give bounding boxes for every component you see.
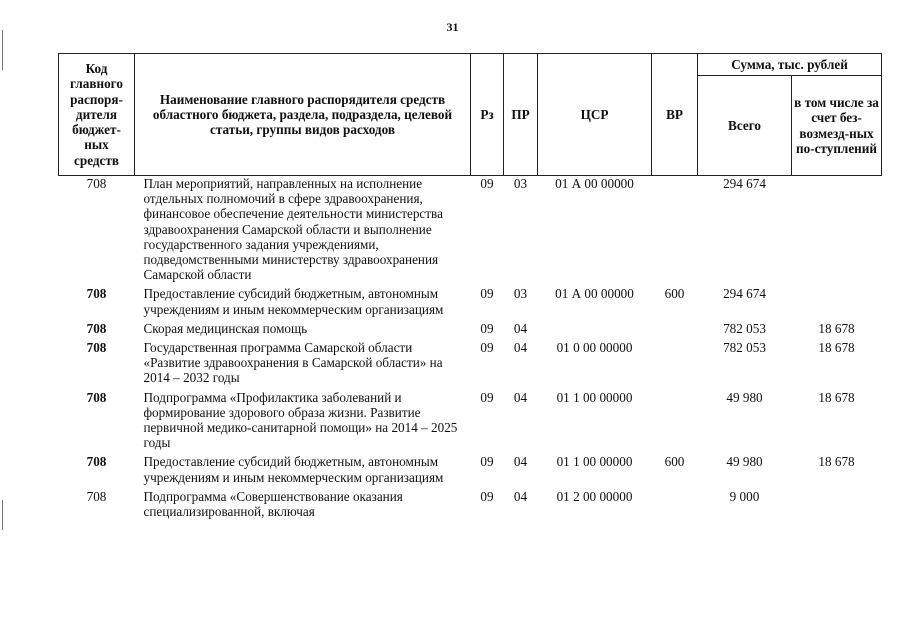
header-total: Всего	[698, 76, 792, 176]
header-incl: в том числе за счет без-возмезд-ных по-ступлений	[792, 76, 882, 176]
table-row	[59, 454, 882, 488]
cell-pr: 03	[513, 176, 528, 191]
cell-rz: 09	[480, 340, 494, 356]
cell-pr: 03	[513, 286, 528, 302]
cell-code: 708	[86, 454, 107, 470]
cell-total: 9 000	[729, 488, 760, 504]
header-code: Код главного распоря-дителя бюджет-ных средств	[59, 54, 135, 176]
scan-edge-mark	[2, 30, 3, 70]
table-row	[59, 340, 882, 390]
cell-name: Предоставление субсидий бюджетным, автономным учреждениям и иным некоммерческим организациям	[143, 286, 444, 317]
cell-code: 708	[86, 176, 107, 191]
cell-incl: 18 678	[818, 389, 855, 405]
cell-code: 708	[86, 340, 107, 356]
page-number: 31	[446, 20, 459, 34]
cell-incl	[792, 286, 882, 320]
cell-name: План мероприятий, направленных на исполнение отдельных полномочий в сфере здравоохранения, финансовое обеспечение деятельности министерства здравоохранения Самарской области и выполнение государственного задания учреждениями, подведомственными министерству здравоохранения Самарской области	[143, 176, 443, 283]
cell-pr: 04	[513, 320, 528, 336]
header-pr: ПР	[504, 54, 538, 176]
scan-edge-mark	[2, 500, 3, 530]
cell-total: 782 053	[723, 340, 766, 356]
cell-incl	[792, 489, 882, 523]
cell-incl: 18 678	[818, 320, 855, 336]
cell-vr	[652, 340, 698, 390]
cell-incl	[792, 176, 882, 287]
header-sum: Сумма, тыс. рублей	[698, 54, 882, 76]
cell-rz: 09	[480, 320, 494, 336]
cell-rz: 09	[480, 454, 494, 470]
cell-vr	[652, 176, 698, 287]
cell-csr: 01 А 00 00000	[555, 286, 634, 302]
cell-name: Государственная программа Самарской области «Развитие здравоохранения в Самарской области» на 2014 – 2032 годы	[143, 340, 443, 386]
cell-pr: 04	[513, 488, 528, 504]
cell-csr: 01 0 00 00000	[556, 340, 633, 356]
cell-vr: 600	[664, 454, 685, 470]
cell-total: 49 980	[726, 454, 763, 470]
cell-pr: 04	[513, 389, 528, 405]
cell-csr: 01 А 00 00000	[555, 176, 634, 191]
cell-total: 294 674	[723, 176, 766, 191]
table-row	[59, 176, 882, 287]
table-row	[59, 390, 882, 455]
cell-total: 49 980	[726, 389, 763, 405]
cell-vr	[652, 321, 698, 340]
cell-vr	[652, 489, 698, 523]
cell-name: Скорая медицинская помощь	[143, 320, 308, 336]
table-row	[59, 321, 882, 340]
cell-rz: 09	[480, 488, 494, 504]
cell-csr	[538, 321, 652, 340]
cell-pr: 04	[513, 454, 528, 470]
cell-vr	[652, 390, 698, 455]
header-vr: ВР	[652, 54, 698, 176]
cell-csr: 01 1 00 00000	[556, 454, 633, 470]
table-row	[59, 489, 882, 523]
table-row	[59, 286, 882, 320]
budget-table	[58, 53, 882, 523]
header-rz: Рз	[471, 54, 504, 176]
cell-rz: 09	[480, 176, 494, 191]
cell-code: 708	[86, 320, 107, 336]
cell-csr: 01 2 00 00000	[556, 488, 633, 504]
cell-rz: 09	[480, 389, 494, 405]
cell-incl: 18 678	[818, 454, 855, 470]
header-name: Наименование главного распорядителя средств областного бюджета, раздела, подраздела, целевой статьи, группы видов расходов	[135, 54, 471, 176]
cell-pr: 04	[513, 340, 528, 356]
cell-total: 782 053	[723, 320, 766, 336]
cell-incl: 18 678	[818, 340, 855, 356]
table-body	[59, 176, 882, 524]
cell-code: 708	[86, 286, 107, 302]
cell-name: Подпрограмма «Совершенствование оказания специализированной, включая	[143, 488, 403, 520]
cell-code: 708	[86, 488, 107, 504]
cell-code: 708	[86, 389, 107, 405]
cell-name: Подпрограмма «Профилактика заболеваний и формирование здорового образа жизни. Развитие первичной медико-санитарной помощи» на 2014 – 2025 годы	[143, 389, 458, 451]
cell-total: 294 674	[723, 286, 766, 302]
cell-csr: 01 1 00 00000	[556, 389, 633, 405]
cell-vr: 600	[664, 286, 685, 302]
header-csr: ЦСР	[538, 54, 652, 176]
cell-name: Предоставление субсидий бюджетным, автономным учреждениям и иным некоммерческим организациям	[143, 454, 444, 485]
cell-rz: 09	[480, 286, 494, 302]
